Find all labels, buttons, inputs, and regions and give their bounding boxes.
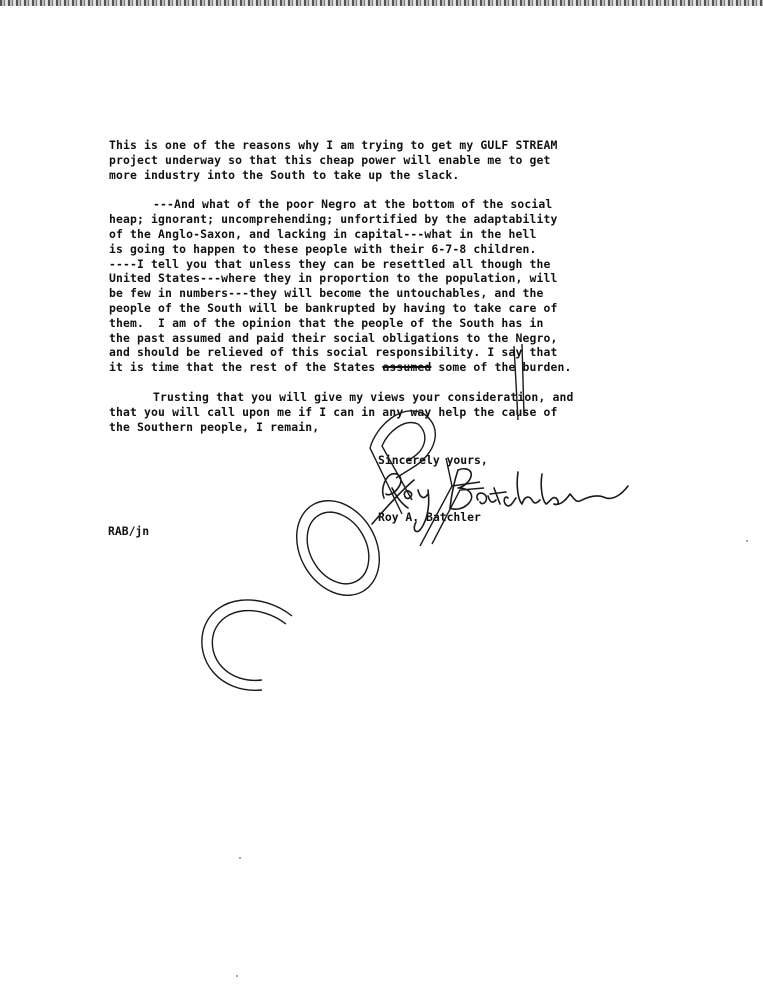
paper-speck xyxy=(236,975,238,977)
text-line: the Southern people, I remain, xyxy=(109,419,320,434)
text-line: more industry into the South to take up the slack. xyxy=(109,167,460,182)
paragraph-2 xyxy=(109,197,709,375)
line-start: it is time that the rest of the States xyxy=(109,360,383,375)
text-line: ----I tell you that unless they can be resettled all though the xyxy=(109,256,551,271)
text-line: heap; ignorant; uncomprehending; unfortified by the adaptability xyxy=(109,212,558,227)
paragraph-1 xyxy=(109,138,709,182)
text-line: This is one of the reasons why I am trying to get my GULF STREAM xyxy=(109,138,558,152)
struck-word: assumed xyxy=(382,360,432,375)
text-line: that you will call upon me if I can in any way help the cause of xyxy=(109,404,558,419)
reference-initials: RAB/jn xyxy=(108,524,150,538)
paragraph-3 xyxy=(109,390,709,434)
page-top-edge xyxy=(0,0,763,6)
text-line: the past assumed and paid their social obligations to the Negro, xyxy=(109,330,558,345)
text-line: United States---where they in proportion to the population, will xyxy=(109,271,558,286)
text-line: people of the South will be bankrupted by having to take care of xyxy=(109,300,558,315)
text-line: be few in numbers---they will become the untouchables, and the xyxy=(109,286,544,301)
text-line: and should be relieved of this social responsibility. I say that xyxy=(109,345,558,360)
text-line: them. I am of the opinion that the people of the South has in xyxy=(109,315,544,330)
text-line: project underway so that this cheap power will enable me to get xyxy=(109,152,551,167)
text-line: of the Anglo-Saxon, and lacking in capital---what in the hell xyxy=(109,226,537,241)
text-line: is going to happen to these people with their 6-7-8 children. xyxy=(109,241,537,256)
line-end: some of the burden. xyxy=(431,360,572,375)
closing-salutation: Sincerely yours, xyxy=(378,453,488,467)
paper-speck xyxy=(746,540,748,542)
text-line: ---And what of the poor Negro at the bottom of the social xyxy=(153,197,553,212)
letter-body xyxy=(109,138,709,449)
paper-speck xyxy=(239,857,241,859)
text-line-with-strikethrough xyxy=(109,360,709,375)
typed-signature-name: Roy A. Batchler xyxy=(378,510,481,524)
text-line: Trusting that you will give my views your consideration, and xyxy=(153,389,574,404)
